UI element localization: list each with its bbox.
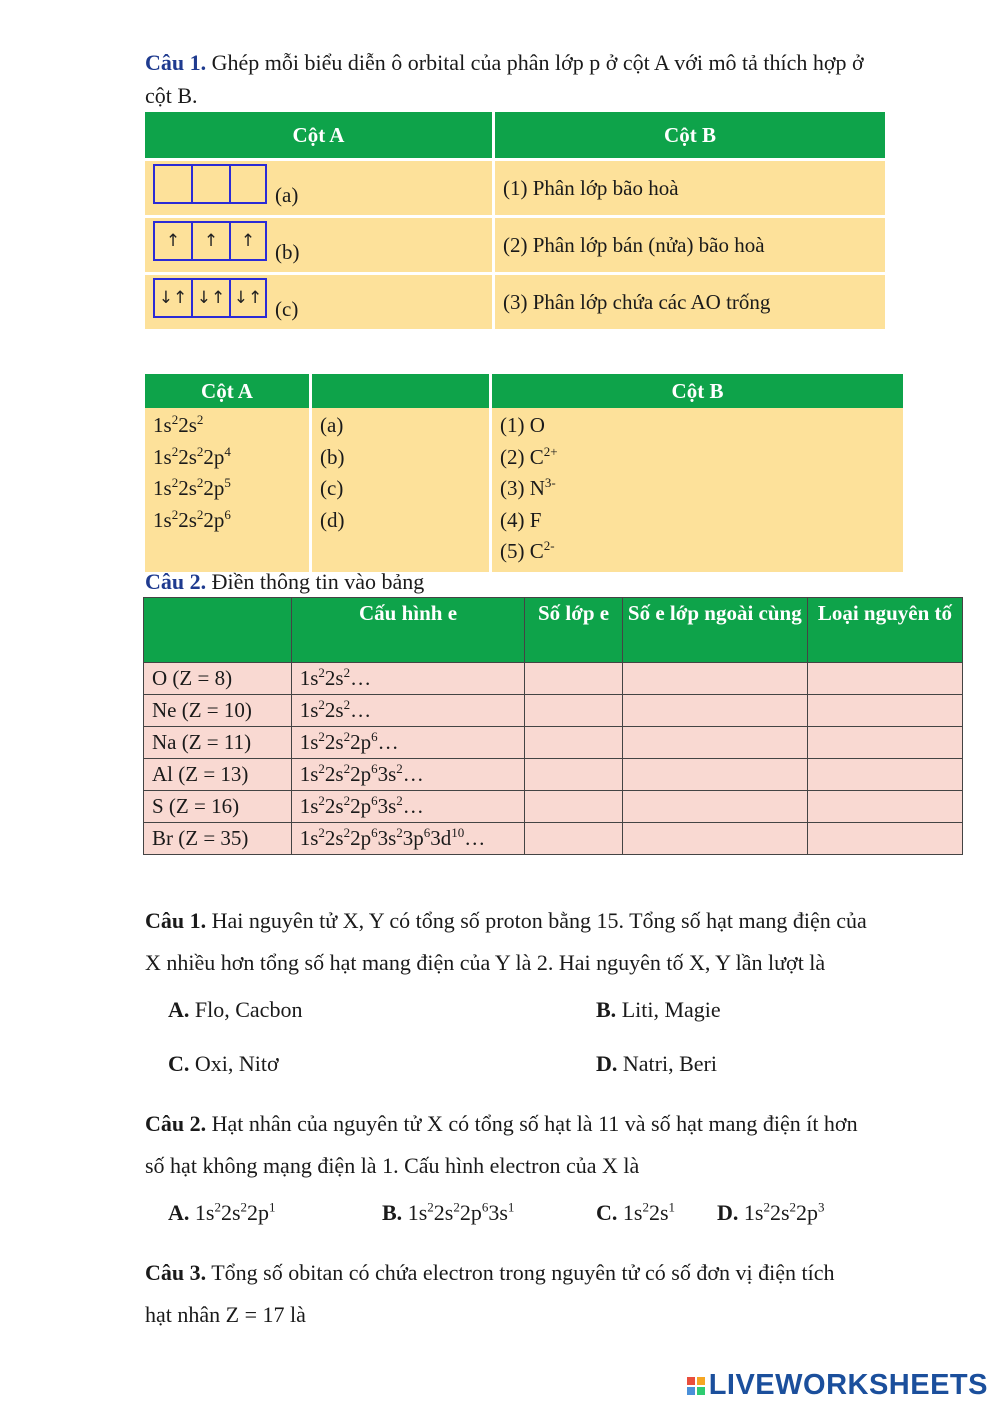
orbital-box [229,164,267,204]
letter-list [312,408,492,572]
orbital-description: (2) Phân lớp bán (nửa) bão hoà [495,218,885,275]
orbital-description: (1) Phân lớp bão hoà [495,161,885,218]
element-cell: S (Z = 16) [144,791,292,823]
table-row [144,791,963,823]
config-item: $1s^22s^2$ [153,412,204,437]
mcq2-label: Câu 2. [145,1111,207,1136]
answer-cell[interactable] [525,823,622,855]
mcq1-line2: X nhiều hơn tổng số hạt mang điện của Y là 2. Hai nguyên tố X, Y lần lượt là [145,950,826,975]
mcq3-line1: Tổng số obitan có chứa electron trong nguyên tử có số đơn vị điện tích [206,1260,835,1285]
element-cell: O (Z = 8) [144,663,292,695]
orbital-label: (c) [275,297,299,321]
mcq1 [145,900,925,984]
mcq1-option-b[interactable]: B. Liti, Magie [596,997,721,1022]
answer-cell[interactable] [525,791,622,823]
logo-mark-icon [687,1377,705,1395]
q2-heading [145,565,424,598]
orbital-description: (3) Phân lớp chứa các AO trống [495,275,885,332]
species-item: (3) $N^{3-}$ [500,475,556,500]
table-row [144,759,963,791]
answer-cell[interactable] [525,663,622,695]
mcq3 [145,1252,925,1336]
orbital-box [153,164,191,204]
species-item: (4) F [500,507,542,532]
mcq2-option-a[interactable]: A. $1s^22s^22p^1$ [168,1199,276,1225]
answer-cell[interactable] [807,823,962,855]
table-row [144,823,963,855]
fill-table-header: Cấu hình e [291,598,525,663]
fill-table-header: Loại nguyên tố [807,598,962,663]
orbital-row [145,275,885,332]
logo-text: LIVEWORKSHEETS [708,1369,988,1401]
mcq2-option-b[interactable]: B. $1s^22s^22p^63s^1$ [382,1199,515,1225]
config-table-header-b: Cột B [492,374,903,408]
mcq1-line1: Hai nguyên tử X, Y có tổng số proton bằng 15. Tổng số hạt mang điện của [206,908,867,933]
orbital-box: ↑ [153,221,191,261]
q1-text-line1: Ghép mỗi biểu diễn ô orbital của phân lớp p ở cột A với mô tả thích hợp ở [206,50,864,75]
answer-cell[interactable] [807,695,962,727]
answer-cell[interactable] [622,663,807,695]
orbital-label: (b) [275,240,300,264]
mcq3-line2: hạt nhân Z = 17 là [145,1302,306,1327]
element-cell: Ne (Z = 10) [144,695,292,727]
q1-heading [145,46,925,112]
orbital-table-header-b: Cột B [495,112,885,161]
orbital-cell [145,161,495,218]
mcq1-option-a[interactable]: A. Flo, Cacbon [168,997,303,1022]
orbital-box: ↓↑ [153,278,191,318]
answer-cell[interactable] [622,823,807,855]
q2-label: Câu 2. [145,569,207,594]
orbital-row [145,161,885,218]
orbital-boxes [153,164,267,204]
letter-item: (c) [320,476,344,500]
element-cell: Al (Z = 13) [144,759,292,791]
orbital-table [145,112,885,332]
orbital-label: (a) [275,183,299,207]
fill-table [143,597,963,855]
config-cell: $1s^22s^22p^63s^2\dots$ [291,791,525,823]
species-item: (5) $C^{2-}$ [500,538,555,563]
config-cell: $1s^22s^2\dots$ [291,663,525,695]
orbital-table-header-a: Cột A [145,112,495,161]
q2-text: Điền thông tin vào bảng [206,569,425,594]
config-match-table [145,374,903,572]
mcq2-option-c[interactable]: C. $1s^22s^1$ [596,1199,676,1225]
mcq1-option-c[interactable]: C. Oxi, Nitơ [168,1051,279,1076]
config-cell: $1s^22s^2\dots$ [291,695,525,727]
orbital-box: ↓↑ [191,278,229,318]
table-row [144,695,963,727]
orbital-box [191,164,229,204]
config-table-header-blank [312,374,492,408]
answer-cell[interactable] [807,759,962,791]
mcq1-option-d[interactable]: D. Natri, Beri [596,1051,717,1076]
config-item: $1s^22s^22p^5$ [153,475,231,500]
answer-cell[interactable] [622,791,807,823]
fill-table-header: Số e lớp ngoài cùng [622,598,807,663]
orbital-cell [145,275,495,332]
answer-cell[interactable] [622,759,807,791]
orbital-cell [145,218,495,275]
answer-cell[interactable] [622,695,807,727]
mcq2-line1: Hạt nhân của nguyên tử X có tổng số hạt là 11 và số hạt mang điện ít hơn [206,1111,858,1136]
orbital-box: ↑ [229,221,267,261]
answer-cell[interactable] [525,727,622,759]
mcq3-label: Câu 3. [145,1260,207,1285]
liveworksheets-logo[interactable] [687,1369,988,1402]
letter-item: (d) [320,507,345,532]
element-cell: Br (Z = 35) [144,823,292,855]
config-cell: $1s^22s^22p^63s^23p^63d^{10}\dots$ [291,823,525,855]
answer-cell[interactable] [622,727,807,759]
mcq2 [145,1103,925,1187]
species-item: (2) $C^{2+}$ [500,443,558,469]
species-item: (1) O [500,413,545,437]
answer-cell[interactable] [807,727,962,759]
config-cell: $1s^22s^22p^6\dots$ [291,727,525,759]
orbital-box: ↓↑ [229,278,267,318]
orbital-row [145,218,885,275]
mcq2-line2: số hạt không mạng điện là 1. Cấu hình electron của X là [145,1153,640,1178]
answer-cell[interactable] [807,663,962,695]
mcq2-option-d[interactable]: D. $1s^22s^22p^3$ [717,1199,825,1225]
answer-cell[interactable] [525,695,622,727]
fill-table-header: Số lớp e [525,598,622,663]
species-list [492,408,903,572]
config-table-header-a: Cột A [145,374,312,408]
answer-cell[interactable] [807,791,962,823]
orbital-box: ↑ [191,221,229,261]
config-item: $1s^22s^22p^6$ [153,506,231,532]
table-row [144,727,963,759]
q1-label: Câu 1. [145,50,207,75]
element-cell: Na (Z = 11) [144,727,292,759]
letter-item: (a) [320,413,344,437]
table-row [144,663,963,695]
mcq1-label: Câu 1. [145,908,207,933]
orbital-boxes [153,278,267,318]
fill-table-header [144,598,292,663]
config-item: $1s^22s^22p^4$ [153,443,231,469]
q1-text-line2: cột B. [145,83,198,108]
answer-cell[interactable] [525,759,622,791]
config-cell: $1s^22s^22p^63s^2\dots$ [291,759,525,791]
orbital-boxes [153,221,267,261]
config-list [145,408,312,572]
letter-item: (b) [320,444,345,469]
